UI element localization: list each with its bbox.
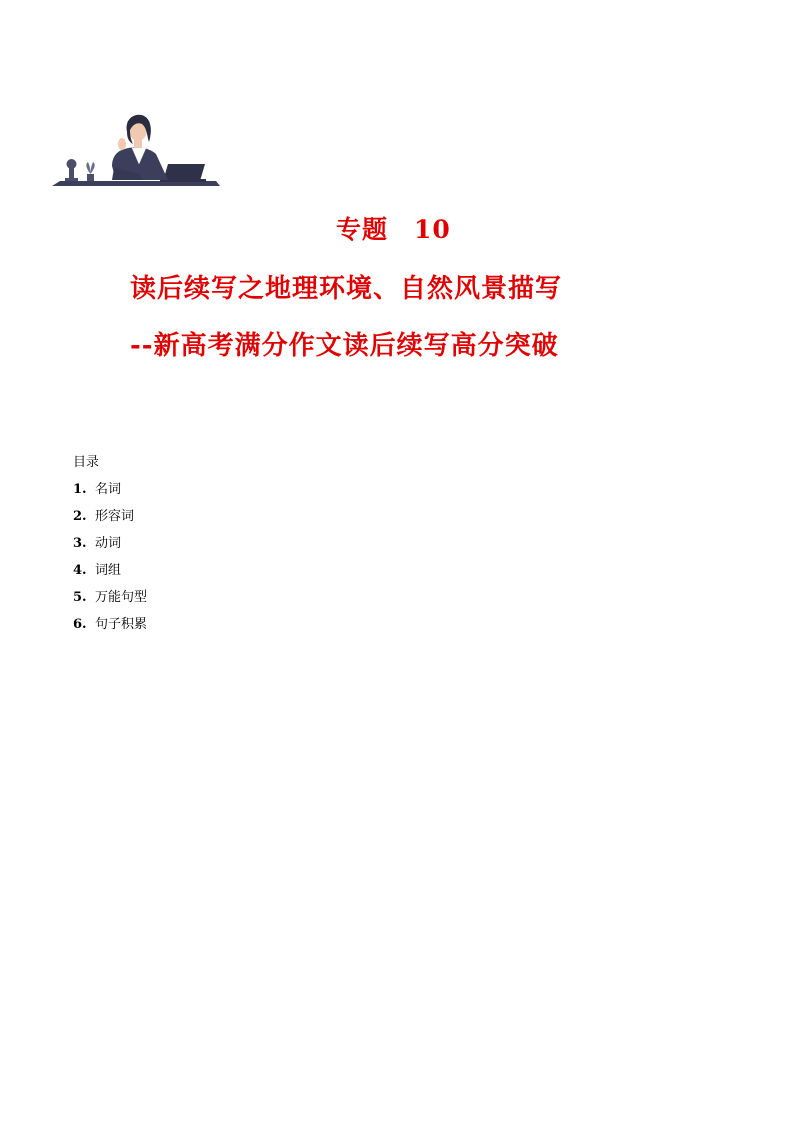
- topic-title: [336, 210, 451, 246]
- woman-at-desk-icon: [50, 112, 225, 192]
- toc-item-number: 4.: [73, 563, 87, 578]
- toc-item-label: 词组: [95, 563, 122, 578]
- toc-item-number: 3.: [73, 536, 87, 551]
- toc-item-nouns[interactable]: [73, 481, 147, 498]
- topic-label: 专题: [336, 215, 389, 244]
- toc-item-sentence-collection[interactable]: [73, 616, 147, 633]
- topic-number: 10: [414, 215, 451, 244]
- toc-item-phrases[interactable]: [73, 562, 147, 579]
- toc-item-label: 万能句型: [95, 590, 148, 605]
- toc-item-number: 2.: [73, 509, 87, 524]
- toc-item-sentence-patterns[interactable]: [73, 589, 147, 606]
- toc-item-number: 1.: [73, 482, 87, 497]
- subtitle: --新高考满分作文读后续写高分突破: [130, 331, 559, 361]
- toc-list: [73, 481, 147, 633]
- toc-item-number: 6.: [73, 617, 87, 632]
- toc-item-number: 5.: [73, 590, 87, 605]
- table-of-contents: [73, 454, 147, 643]
- woman-at-desk-illustration: [50, 112, 225, 192]
- toc-item-label: 动词: [95, 536, 122, 551]
- toc-item-label: 句子积累: [95, 617, 148, 632]
- main-title: 读后续写之地理环境、自然风景描写: [130, 274, 563, 304]
- toc-item-adjectives[interactable]: [73, 508, 147, 525]
- toc-heading: 目录: [73, 455, 100, 470]
- toc-item-label: 形容词: [95, 509, 135, 524]
- toc-item-verbs[interactable]: [73, 535, 147, 552]
- toc-item-label: 名词: [95, 482, 122, 497]
